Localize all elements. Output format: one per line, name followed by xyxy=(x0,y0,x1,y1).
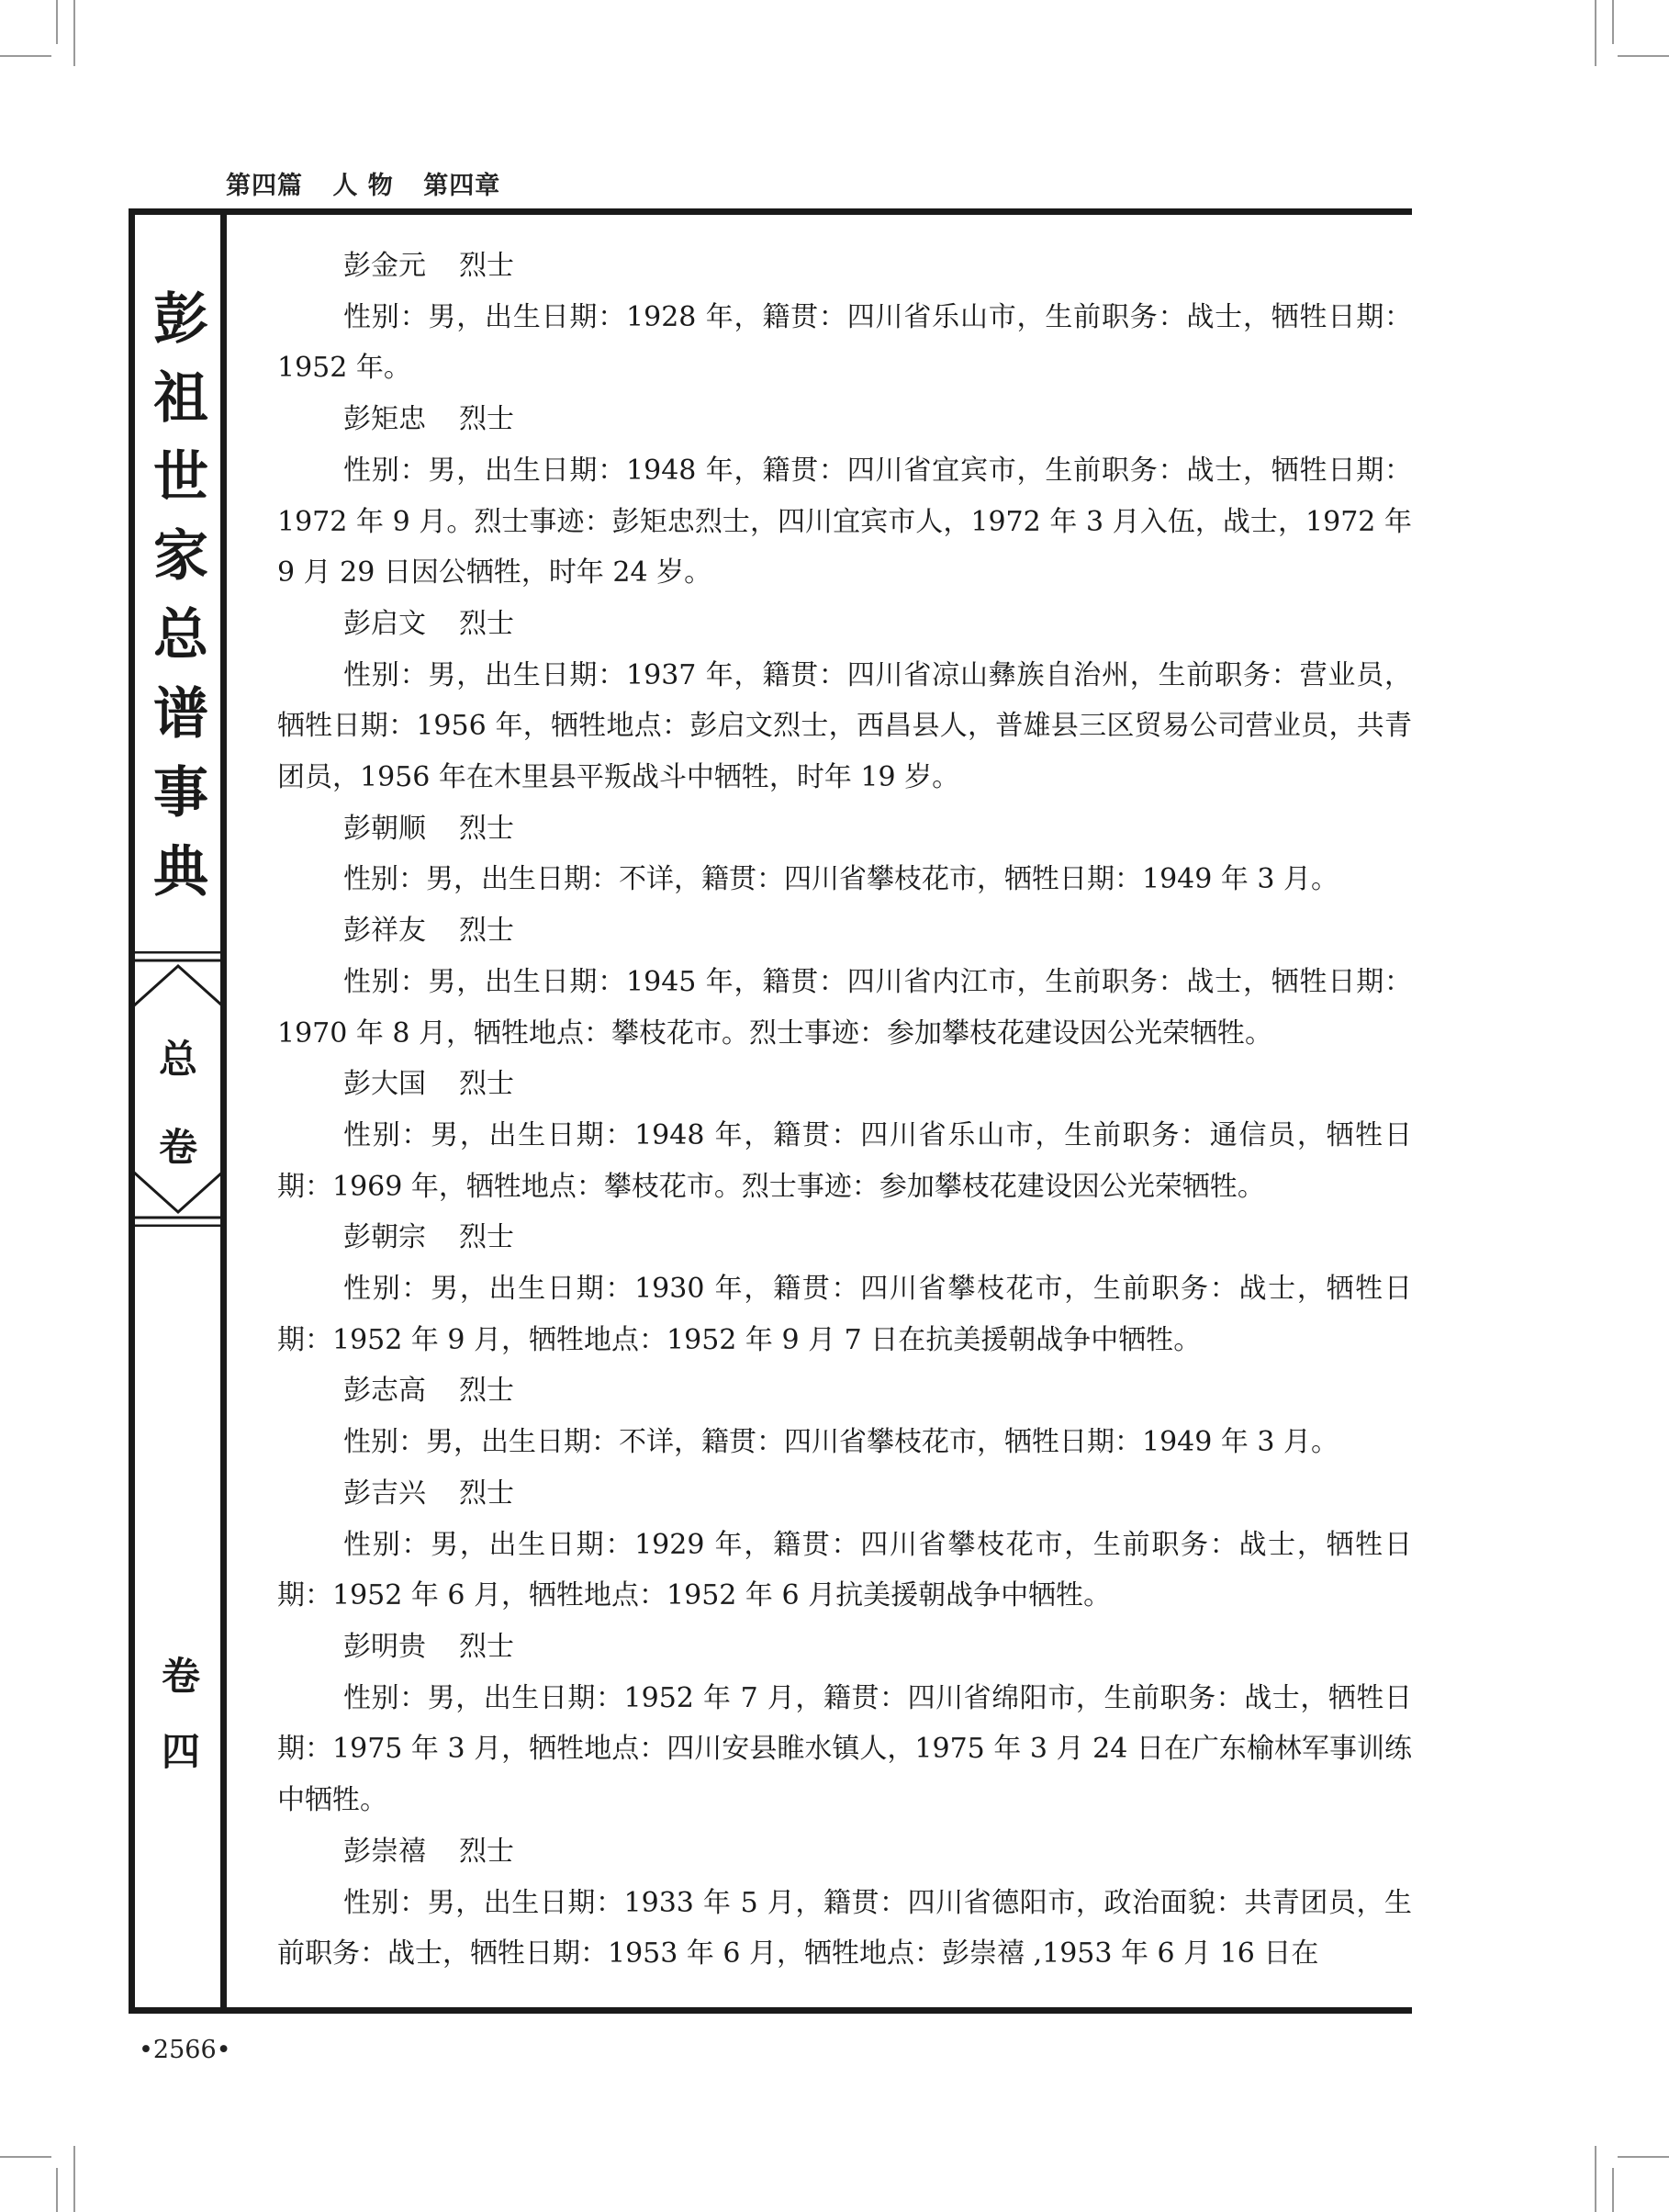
juan-label xyxy=(138,1639,224,1790)
spine-title-char: 彭 xyxy=(153,287,208,352)
entry xyxy=(277,241,1412,394)
entry-text: 性别：男，出生日期：1928 年，籍贯：四川省乐山市，生前职务：战士，牺牲日期：1952 年。 xyxy=(277,300,1412,385)
crop-mark xyxy=(0,2156,51,2158)
spine-title-char: 总 xyxy=(153,603,208,668)
header-chapter: 第四章 xyxy=(423,172,501,200)
entry-tag: 烈士 xyxy=(459,1477,514,1510)
entry-text: 性别：男，出生日期：不详，籍贯：四川省攀枝花市，牺牲日期：1949 年 3 月。 xyxy=(343,1426,1339,1459)
entry-name: 彭崇禧 xyxy=(343,1835,426,1868)
juan-char: 卷 xyxy=(161,1654,200,1699)
spine-title-char: 谱 xyxy=(153,682,208,747)
entry xyxy=(277,1826,1412,1980)
spine-title-char: 事 xyxy=(153,761,208,825)
crop-mark xyxy=(73,0,75,66)
entry-heading xyxy=(277,599,1412,650)
crop-mark xyxy=(0,55,51,57)
entry-name: 彭志高 xyxy=(343,1375,426,1408)
entry-tag: 烈士 xyxy=(459,915,514,948)
crop-mark xyxy=(1595,2146,1596,2212)
crop-mark xyxy=(56,2168,58,2212)
crop-mark xyxy=(56,0,58,44)
entry-tag: 烈士 xyxy=(459,1068,514,1101)
entry-tag: 烈士 xyxy=(459,1375,514,1408)
entry-heading xyxy=(277,394,1412,445)
entry-name: 彭朝宗 xyxy=(343,1221,426,1254)
crop-mark xyxy=(1618,2156,1669,2158)
entry-name: 彭矩忠 xyxy=(343,403,426,436)
spine-title-char: 祖 xyxy=(153,366,208,431)
volume-char: 卷 xyxy=(158,1125,197,1170)
entry-name: 彭明贵 xyxy=(343,1630,426,1663)
entry-text: 性别：男，出生日期：1937 年，籍贯：四川省凉山彝族自治州，生前职务：营业员，牺牲日期：1956 年，牺牲地点：彭启文烈士，西昌县人，普雄县三区贸易公司营业员，共青团员，1956 年在木里县平叛战斗中牺牲，时年 19 岁。 xyxy=(277,658,1412,794)
entry-heading xyxy=(277,905,1412,957)
entry-text: 性别：男，出生日期：1929 年，籍贯：四川省攀枝花市，生前职务：战士，牺牲日期：1952 年 6 月，牺牲地点：1952 年 6 月抗美援朝战争中牺牲。 xyxy=(277,1528,1412,1612)
header-section: 人 物 xyxy=(332,172,394,200)
entry-heading xyxy=(277,1468,1412,1520)
spine-title-char: 家 xyxy=(153,524,208,589)
entry-tag: 烈士 xyxy=(459,250,514,282)
entry-heading xyxy=(277,803,1412,855)
entry-tag: 烈士 xyxy=(459,403,514,436)
entry xyxy=(277,1212,1412,1365)
entry-name: 彭启文 xyxy=(343,607,426,640)
spine-title-char: 世 xyxy=(153,445,208,510)
entry-text: 性别：男，出生日期：1952 年 7 月，籍贯：四川省绵阳市，生前职务：战士，牺牲日期：1975 年 3 月，牺牲地点：四川安县睢水镇人，1975 年 3 月 24 日在广东榆林军事训练中牺牲。 xyxy=(277,1681,1412,1817)
entry-text: 性别：男，出生日期：1930 年，籍贯：四川省攀枝花市，生前职务：战士，牺牲日期：1952 年 9 月，牺牲地点：1952 年 9 月 7 日在抗美援朝战争中牺牲。 xyxy=(277,1273,1412,1356)
entry-heading xyxy=(277,1059,1412,1110)
entry-tag: 烈士 xyxy=(459,1630,514,1663)
entry-name: 彭吉兴 xyxy=(343,1477,426,1510)
entry-text: 性别：男，出生日期：1945 年，籍贯：四川省内江市，生前职务：战士，牺牲日期：1970 年 8 月，牺牲地点：攀枝花市。烈士事迹：参加攀枝花建设因公光荣牺牲。 xyxy=(277,965,1412,1050)
entry xyxy=(277,394,1412,599)
entry-text: 性别：男，出生日期：不详，籍贯：四川省攀枝花市，牺牲日期：1949 年 3 月。 xyxy=(343,863,1339,896)
entry xyxy=(277,1059,1412,1212)
entry xyxy=(277,803,1412,905)
entry xyxy=(277,1365,1412,1467)
volume-label-block xyxy=(131,951,225,1227)
crop-mark xyxy=(1595,0,1596,66)
entry-heading xyxy=(277,1826,1412,1878)
entry-name: 彭祥友 xyxy=(343,915,426,948)
entry-name: 彭大国 xyxy=(343,1068,426,1101)
main-content xyxy=(277,241,1412,1980)
running-header xyxy=(226,165,521,201)
crop-mark xyxy=(1612,2168,1614,2212)
juan-char: 四 xyxy=(161,1729,200,1774)
entry-heading xyxy=(277,1365,1412,1417)
entry-text: 性别：男，出生日期：1948 年，籍贯：四川省宜宾市，生前职务：战士，牺牲日期：1972 年 9 月。烈士事迹：彭矩忠烈士，四川宜宾市人，1972 年 3 月入伍，战士，1972 年 9 月 29 日因公牺牲，时年 24 岁。 xyxy=(277,454,1412,589)
entry xyxy=(277,1468,1412,1622)
entry xyxy=(277,905,1412,1059)
entry-text: 性别：男，出生日期：1933 年 5 月，籍贯：四川省德阳市，政治面貌：共青团员，生前职务：战士，牺牲日期：1953 年 6 月，牺牲地点：彭崇禧 ,1953 年 6 月 16 日在 xyxy=(277,1886,1412,1971)
header-part: 第四篇 xyxy=(226,172,303,200)
bottom-rule xyxy=(129,2007,1412,2014)
entry-tag: 烈士 xyxy=(459,812,514,845)
entry-heading xyxy=(277,241,1412,292)
entry xyxy=(277,599,1412,803)
spine-title xyxy=(138,280,224,912)
entry-tag: 烈士 xyxy=(459,1221,514,1254)
entry-heading xyxy=(277,1212,1412,1263)
top-rule xyxy=(129,208,1412,215)
entry-heading xyxy=(277,1622,1412,1673)
entry-tag: 烈士 xyxy=(459,607,514,640)
spine-title-char: 典 xyxy=(153,840,208,904)
entry-name: 彭朝顺 xyxy=(343,812,426,845)
page-number: •2566• xyxy=(139,2036,231,2064)
entry-tag: 烈士 xyxy=(459,1835,514,1868)
volume-char: 总 xyxy=(158,1037,197,1082)
crop-mark xyxy=(1618,55,1669,57)
crop-mark xyxy=(1612,0,1614,44)
entry-text: 性别：男，出生日期：1948 年，籍贯：四川省乐山市，生前职务：通信员，牺牲日期：1969 年，牺牲地点：攀枝花市。烈士事迹：参加攀枝花建设因公光荣牺牲。 xyxy=(277,1118,1412,1203)
entry-name: 彭金元 xyxy=(343,250,426,282)
entry xyxy=(277,1622,1412,1826)
crop-mark xyxy=(73,2146,75,2212)
